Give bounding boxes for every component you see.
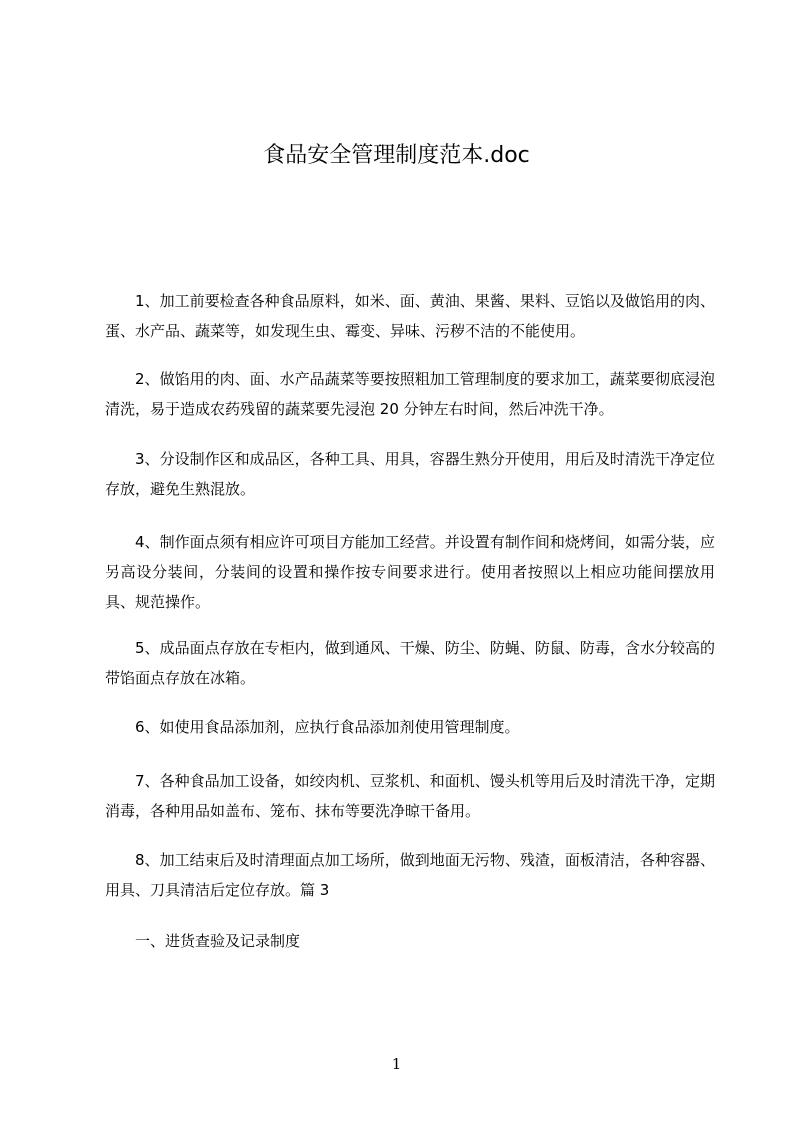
paragraph-5: 5、成品面点存放在专柜内，做到通风、干燥、防尘、防蝇、防鼠、防毒，含水分较高的带馅面点存放在冰箱。 xyxy=(105,639,715,687)
page-number: 1 xyxy=(391,1055,402,1073)
paragraph-3: 3、分设制作区和成品区，各种工具、用具，容器生熟分开使用，用后及时清洗干净定位存放，避免生熟混放。 xyxy=(105,450,715,498)
paragraph-6: 6、如使用食品添加剂，应执行食品添加剂使用管理制度。 xyxy=(135,718,520,736)
paragraph-2: 2、做馅用的肉、面、水产品蔬菜等要按照粗加工管理制度的要求加工，蔬菜要彻底浸泡清洗，易于造成农药残留的蔬菜要先浸泡 20 分钟左右时间，然后冲洗干净。 xyxy=(105,370,715,418)
paragraph-8: 8、加工结束后及时清理面点加工场所，做到地面无污物、残渣，面板清洁，各种容器、用具、刀具清洁后定位存放。篇 3 xyxy=(105,851,715,899)
document-title: 食品安全管理制度范本.doc xyxy=(263,143,530,168)
paragraph-7: 7、各种食品加工设备，如绞肉机、豆浆机、和面机、馒头机等用后及时清洗干净，定期消毒，各种用品如盖布、笼布、抹布等要洗净晾干备用。 xyxy=(105,772,715,820)
section-heading: 一、进货查验及记录制度 xyxy=(135,932,301,950)
paragraph-1: 1、加工前要检查各种食品原料，如米、面、黄油、果酱、果料、豆馅以及做馅用的肉、蛋、水产品、蔬菜等，如发现生虫、霉变、异味、污秽不洁的不能使用。 xyxy=(105,292,715,340)
paragraph-4: 4、制作面点须有相应许可项目方能加工经营。并设置有制作间和烧烤间，如需分装，应另高设分装间，分装间的设置和操作按专间要求进行。使用者按照以上相应功能间摆放用具、规范操作。 xyxy=(105,533,715,611)
